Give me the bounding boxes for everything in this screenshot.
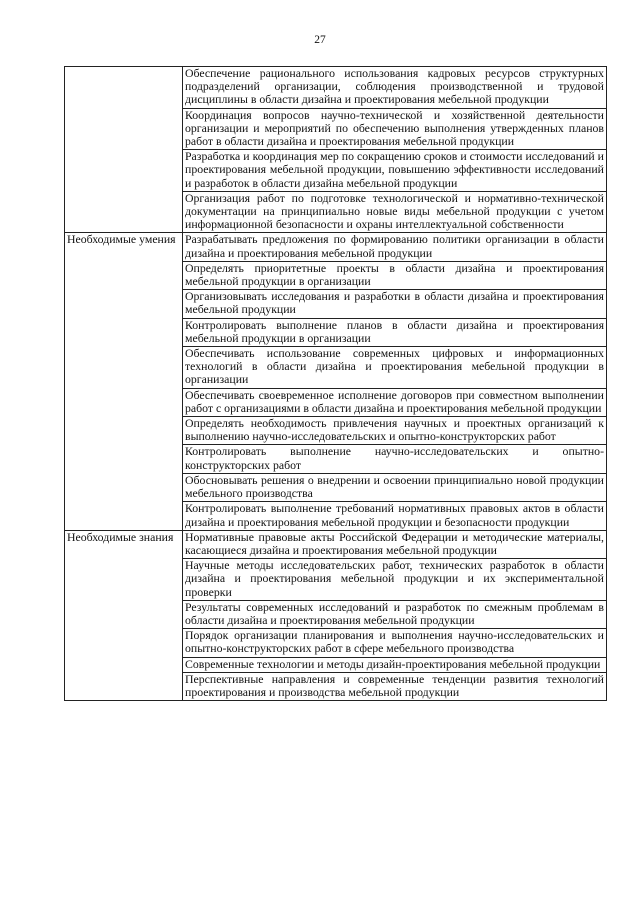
- table-cell: Обеспечивать своевременное исполнение договоров при совместном выполнении работ с организациями в области дизайна и проектирования мебельной продукции: [183, 388, 607, 416]
- table-row: [65, 67, 607, 109]
- table-cell: Разработка и координация мер по сокращению сроков и стоимости исследований и проектирования мебельной продукции, повышению эффективности исследований и разработок в области дизайна мебельной продукции: [183, 150, 607, 192]
- table-cell: Определять приоритетные проекты в области дизайна и проектирования мебельной продукции в организации: [183, 261, 607, 289]
- table-row: [65, 233, 607, 261]
- table-cell: Результаты современных исследований и разработок по смежным проблемам в области дизайна и проектирования мебельной продукции: [183, 600, 607, 628]
- section-label-skills: Необходимые умения: [65, 233, 183, 530]
- table-cell: Организация работ по подготовке технологической и нормативно-технической документации на принципиально новые виды мебельной продукции с учетом информационной безопасности и охраны интеллектуальной собственности: [183, 191, 607, 233]
- table-row: [65, 530, 607, 558]
- table-cell: Порядок организации планирования и выполнения научно-исследовательских и опытно-конструкторских работ в сфере мебельного производства: [183, 629, 607, 657]
- table-cell: Определять необходимость привлечения научных и проектных организаций к выполнению научно-исследовательских и опытно-конструкторских работ: [183, 417, 607, 445]
- table-cell: Обеспечивать использование современных цифровых и информационных технологий в области дизайна и проектирования мебельной продукции в организации: [183, 347, 607, 389]
- table-cell: Контролировать выполнение требований нормативных правовых актов в области дизайна и проектирования мебельной продукции и безопасности продукции: [183, 502, 607, 530]
- table-cell: Современные технологии и методы дизайн-проектирования мебельной продукции: [183, 657, 607, 672]
- table-cell: Обеспечение рационального использования кадровых ресурсов структурных подразделений организации, соблюдения производственной и трудовой дисциплины в области дизайна и проектирования мебельной продукции: [183, 67, 607, 109]
- section-label-knowledge: Необходимые знания: [65, 530, 183, 700]
- page-number: 27: [314, 34, 326, 46]
- table-cell: Организовывать исследования и разработки в области дизайна и проектирования мебельной продукции: [183, 290, 607, 318]
- table-cell: Научные методы исследовательских работ, технических разработок в области дизайна и проектирования мебельной продукции и их экспериментальной проверки: [183, 559, 607, 601]
- table-cell: Контролировать выполнение научно-исследовательских и опытно-конструкторских работ: [183, 445, 607, 473]
- table-cell: Нормативные правовые акты Российской Федерации и методические материалы, касающиеся дизайна и проектирования мебельной продукции: [183, 530, 607, 558]
- table-cell: Обосновывать решения о внедрении и освоении принципиально новой продукции мебельного производства: [183, 473, 607, 501]
- table-cell: Перспективные направления и современные тенденции развития технологий проектирования и производства мебельной продукции: [183, 672, 607, 700]
- table-cell: Разрабатывать предложения по формированию политики организации в области дизайна и проектирования мебельной продукции: [183, 233, 607, 261]
- competency-table: [64, 66, 607, 701]
- table-cell: Координация вопросов научно-технической и хозяйственной деятельности организации и мероприятий по обеспечению выполнения утвержденных планов работ в области дизайна и проектирования мебельной продукции: [183, 108, 607, 150]
- table-cell: Контролировать выполнение планов в области дизайна и проектирования мебельной продукции в организации: [183, 318, 607, 346]
- section-label-cell: [65, 67, 183, 233]
